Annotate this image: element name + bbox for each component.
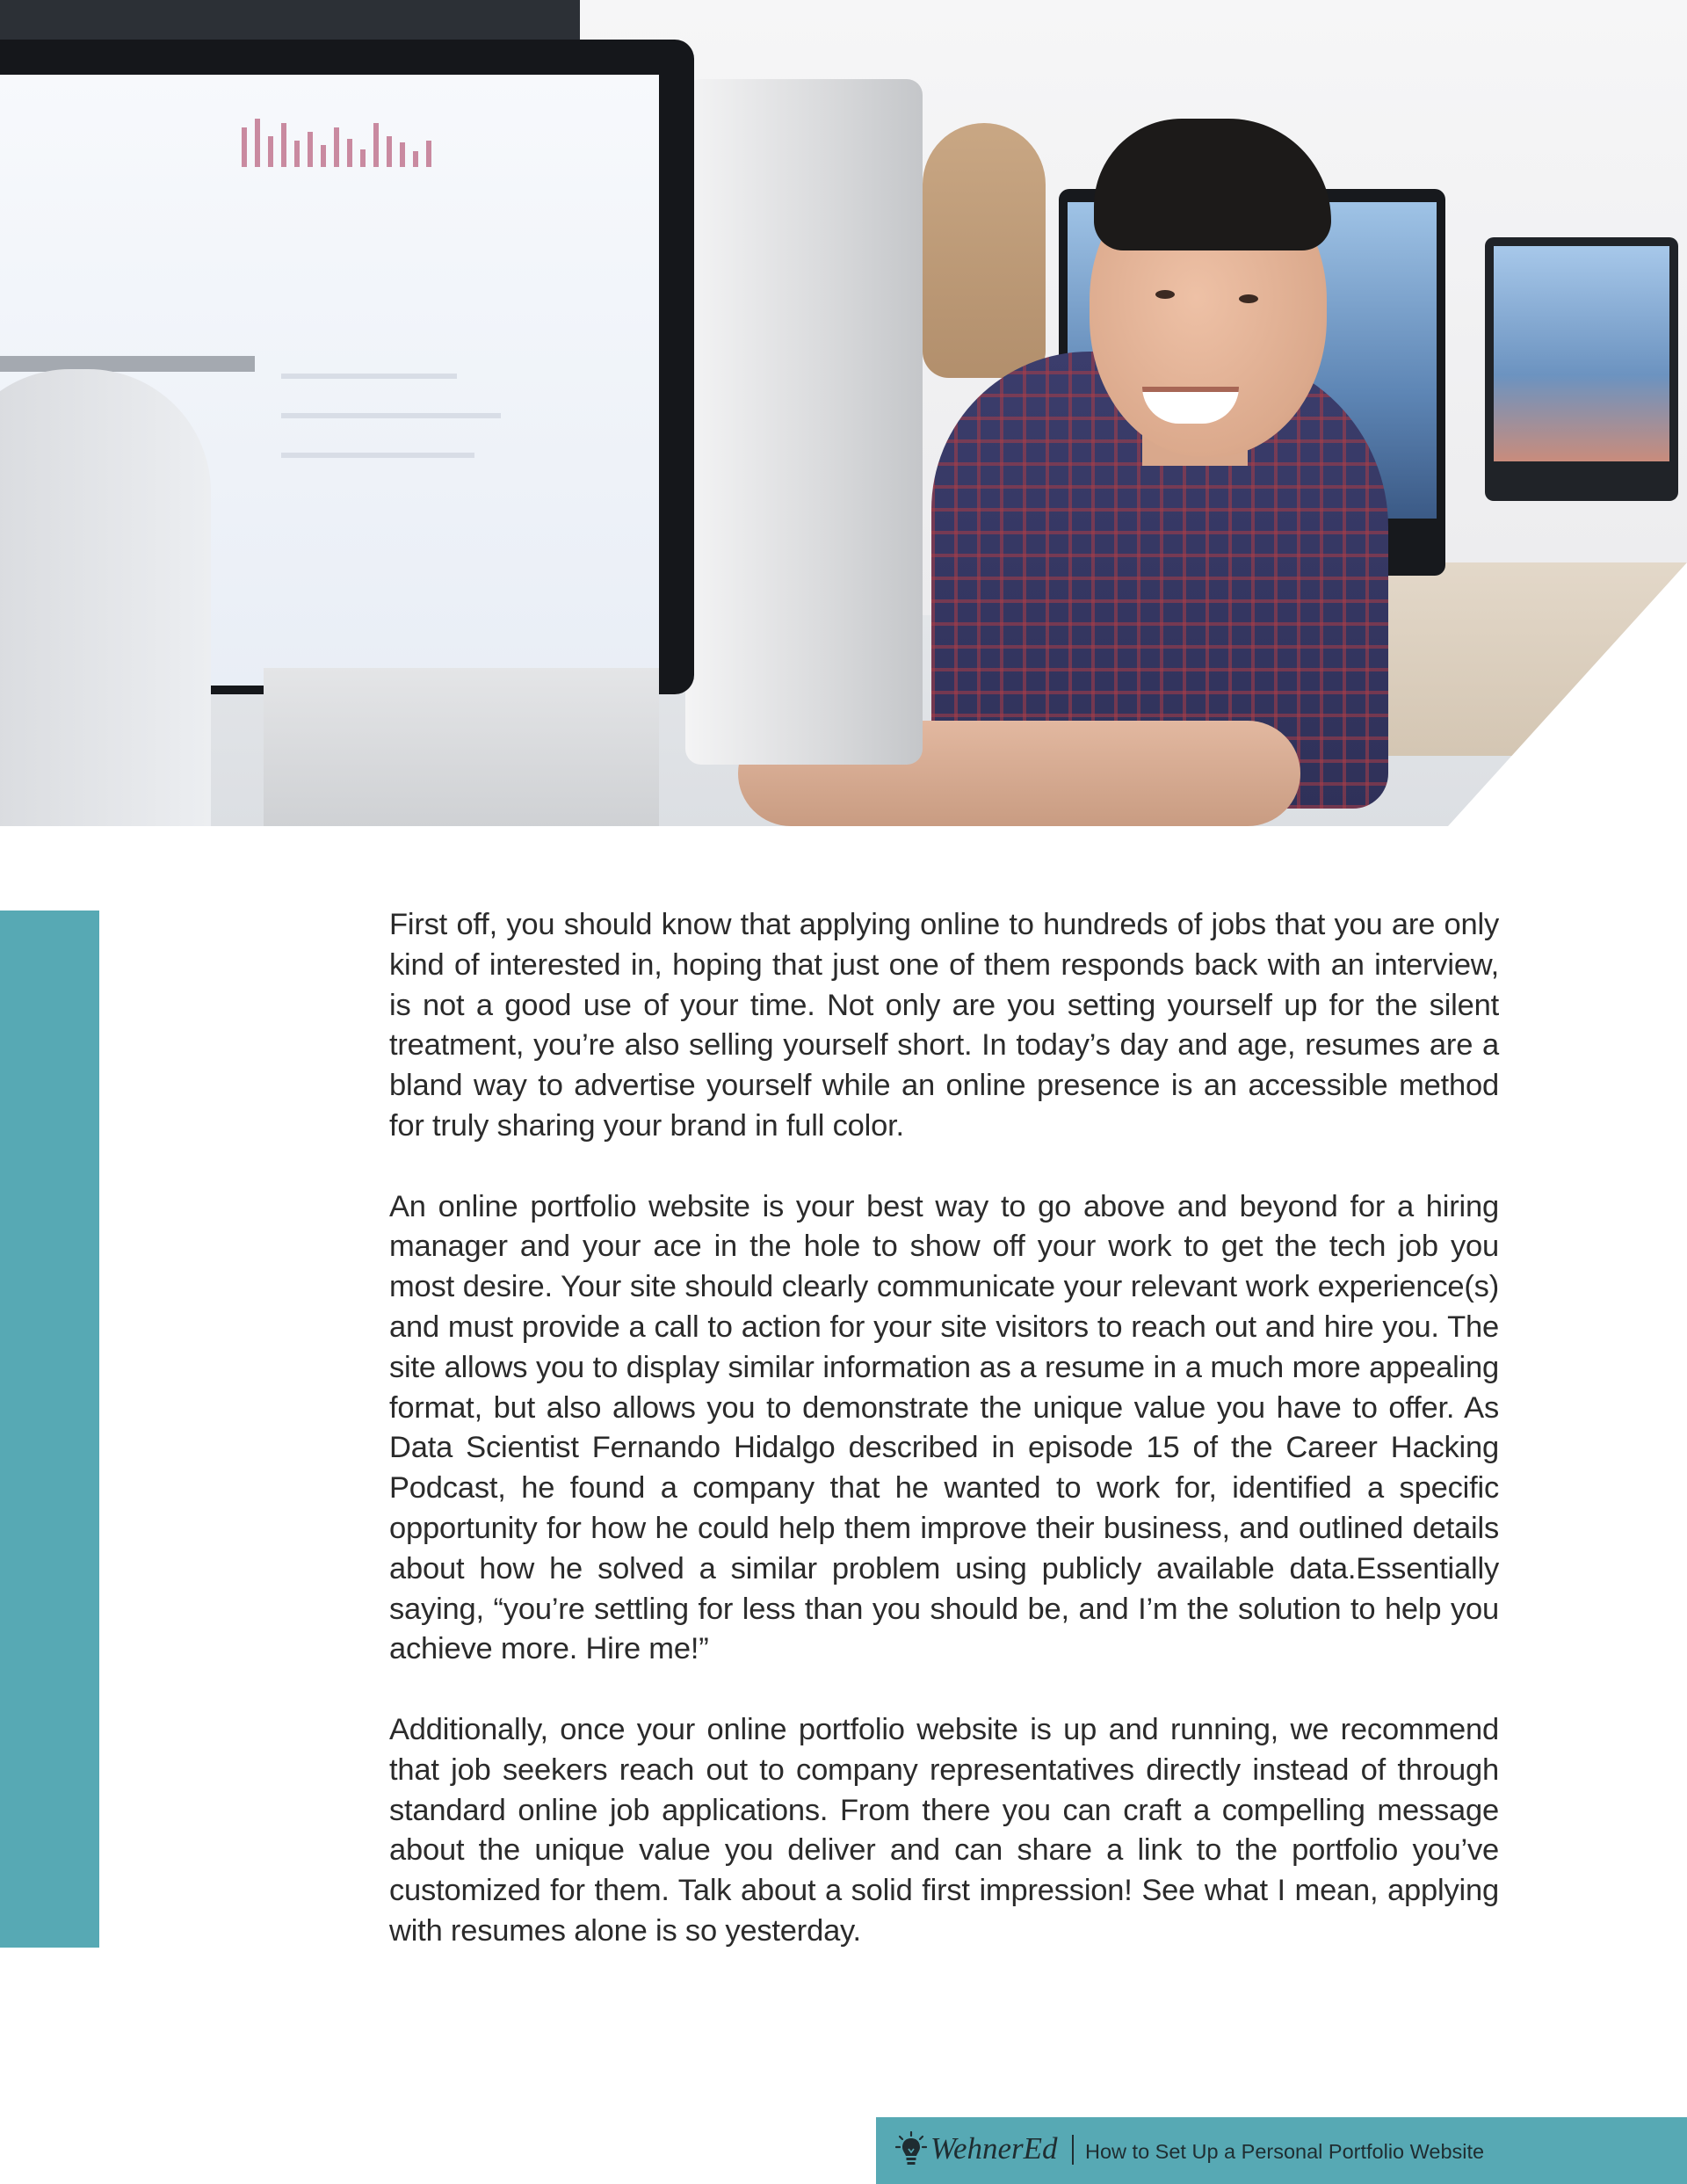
screen-chart-bar [347,139,352,167]
screen-chart-bar [294,141,300,167]
brand-logo: WehnerEd [930,2131,1058,2166]
screen-chart-bar [321,145,326,167]
footer-divider [1072,2135,1074,2165]
paragraph-1: First off, you should know that applying online to hundreds of jobs that you are only kind of interested in, hoping that just one of them responds back with an interview, is not a good use of your time. Not only are you setting yourself up for the silent treatment, you’re also selling yourself short. In today’s day and age, resumes are a bland way to advertise yourself while an online presence is an accessible method for truly sharing your brand in full color. [389,908,1499,1143]
screen-chart-bar [387,136,392,167]
paragraph-2: An online portfolio website is your best way to go above and beyond for a hiring manager and your ace in the hole to show off your work to get the tech job you most desire. Your site should clearly communicate your relevant work experience(s) and must provide a call to action for your site visitors to reach out and hire you. The site allows you to display similar information as a resume in a much more appealing format, but also allows you to demonstrate the unique value you have to offer. As Data Scientist Fernando Hidalgo described in episode 15 of the Career Hacking Podcast, he found a company that he wanted to work for, identified a specific opportunity for how he could help them improve their business, and outlined details about how he solved a similar problem using publicly available data.Essentially saying, “you’re settling for less than you should be, and I’m the solution to help you achieve more. Hire me!” [389,1189,1499,1666]
screen-chart-bar [373,123,379,167]
hero-photo [0,0,1687,826]
document-title: How to Set Up a Personal Portfolio Website [1085,2140,1485,2163]
screen-chart-bar [400,142,405,167]
foreground-shoulder [0,369,211,826]
screen-text-line [281,413,501,418]
footer-bar [876,2117,1687,2184]
left-eye [1155,290,1175,299]
monitor-stand [264,668,659,826]
far-monitor-screen [1494,246,1669,461]
screen-text-line [281,453,474,458]
paragraph-3: Additionally, once your online portfolio website is up and running, we recommend that job seekers reach out to company representatives directly instead of through standard online job applications. From there you can craft a compelling message about the unique value you deliver and can share a link to the portfolio you’ve customized for them. Talk about a solid first impression! See what I mean, applying with resumes alone is so yesterday. [389,1712,1499,1948]
screen-table-header [0,356,255,372]
lightbulb-icon [895,2131,927,2170]
screen-chart-bar [268,136,273,167]
screen-chart-bar [281,123,286,167]
accent-side-bar [0,911,99,1948]
monitor-back [685,79,923,765]
right-eye [1239,294,1258,303]
screen-chart-bar [255,119,260,167]
screen-chart-bar [360,149,366,167]
article-body [389,905,1499,1952]
screen-chart-bar [413,151,418,167]
screen-chart-bar [308,132,313,167]
background-person [923,123,1046,378]
screen-text-line [281,374,457,379]
screen-chart-bar [242,127,247,167]
screen-chart-bar [426,141,431,167]
screen-chart-bar [334,127,339,167]
